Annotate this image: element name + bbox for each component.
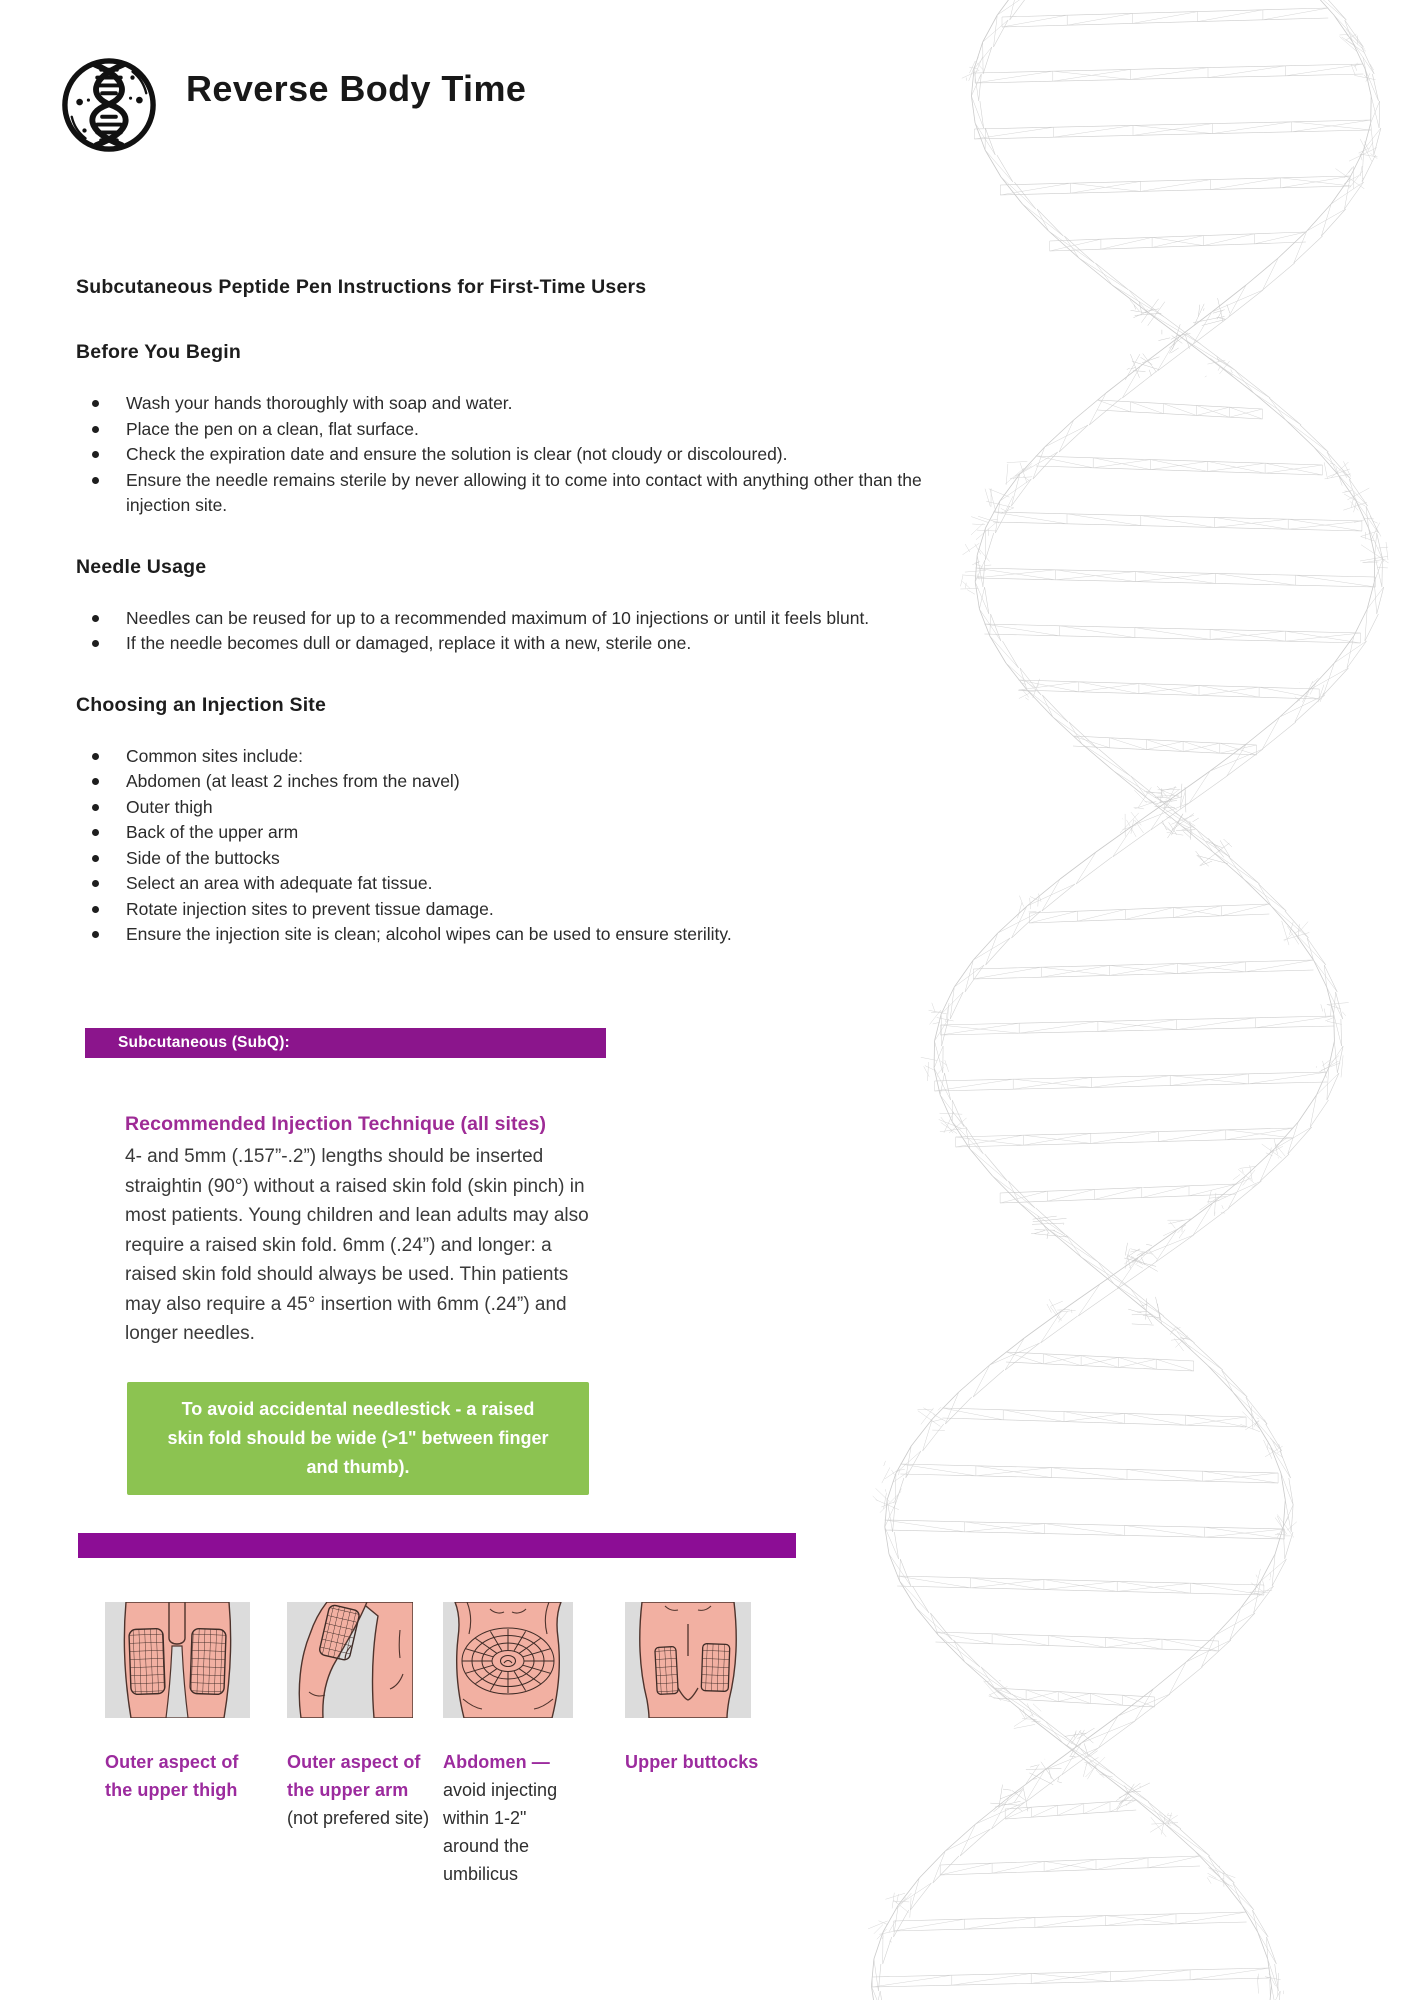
list-item: Side of the buttocks (76, 846, 941, 872)
technique-heading: Recommended Injection Technique (all sites) (125, 1113, 547, 1135)
site-label: Upper buttocks (625, 1752, 759, 1772)
before-you-begin-list (76, 391, 941, 519)
brand-title: Reverse Body Time (186, 68, 527, 109)
upper-buttocks-illustration (625, 1602, 751, 1718)
thigh-illustration (105, 1602, 250, 1718)
site-label: Outer aspect of the upper arm (287, 1752, 421, 1800)
site-label: Outer aspect of the upper thigh (105, 1752, 239, 1800)
brand-logo-dna-icon (60, 56, 158, 154)
needle-usage-list (76, 606, 941, 657)
upper-arm-illustration (287, 1602, 413, 1718)
site-figure-upper-thigh (105, 1602, 270, 1804)
list-item: Ensure the needle remains sterile by never allowing it to come into contact with anything other than the injection site. (76, 468, 941, 519)
site-figure-upper-buttocks (625, 1602, 775, 1776)
site-figure-abdomen (443, 1602, 575, 1888)
site-figure-upper-arm (287, 1602, 437, 1832)
site-note: (not prefered site) (287, 1808, 430, 1828)
site-note: avoid injecting within 1-2" around the umbilicus (443, 1780, 558, 1884)
abdomen-illustration (443, 1602, 573, 1718)
purple-divider-bar (78, 1533, 796, 1558)
list-item: If the needle becomes dull or damaged, replace it with a new, sterile one. (76, 631, 941, 657)
list-item: Common sites include: (76, 744, 941, 770)
section-heading-needle-usage: Needle Usage (76, 555, 207, 578)
list-item: Back of the upper arm (76, 820, 941, 846)
list-item: Wash your hands thoroughly with soap and water. (76, 391, 941, 417)
list-item: Outer thigh (76, 795, 941, 821)
page-title: Subcutaneous Peptide Pen Instructions for First-Time Users (76, 276, 647, 298)
list-item: Ensure the injection site is clean; alcohol wipes can be used to ensure sterility. (76, 922, 941, 948)
list-item: Select an area with adequate fat tissue. (76, 871, 941, 897)
list-item: Place the pen on a clean, flat surface. (76, 417, 941, 443)
section-heading-before-you-begin: Before You Begin (76, 341, 241, 363)
list-item: Check the expiration date and ensure the solution is clear (not cloudy or discoloured). (76, 442, 941, 468)
section-heading-choosing-site: Choosing an Injection Site (76, 693, 327, 716)
subq-banner: Subcutaneous (SubQ): (85, 1028, 606, 1058)
needlestick-safety-note: To avoid accidental needlestick - a raised skin fold should be wide (>1" between finger and thumb). (127, 1382, 589, 1495)
document-body (76, 276, 941, 985)
list-item: Abdomen (at least 2 inches from the navel) (76, 769, 941, 795)
list-item: Rotate injection sites to prevent tissue damage. (76, 897, 941, 923)
technique-block (125, 1113, 593, 1349)
technique-body: 4- and 5mm (.157”-.2”) lengths should be inserted straightin (90°) without a raised skin fold (skin pinch) in most patients. Young children and lean adults may also require a raised skin fold. 6mm (.24”) and longer: a raised skin fold should always be used. Thin patients may also require a 45° insertion with 6mm (.24”) and longer needles. (125, 1146, 589, 1344)
list-item: Needles can be reused for up to a recommended maximum of 10 injections or until it feels blunt. (76, 606, 941, 632)
site-label: Abdomen — (443, 1752, 550, 1772)
choosing-site-list (76, 744, 941, 948)
